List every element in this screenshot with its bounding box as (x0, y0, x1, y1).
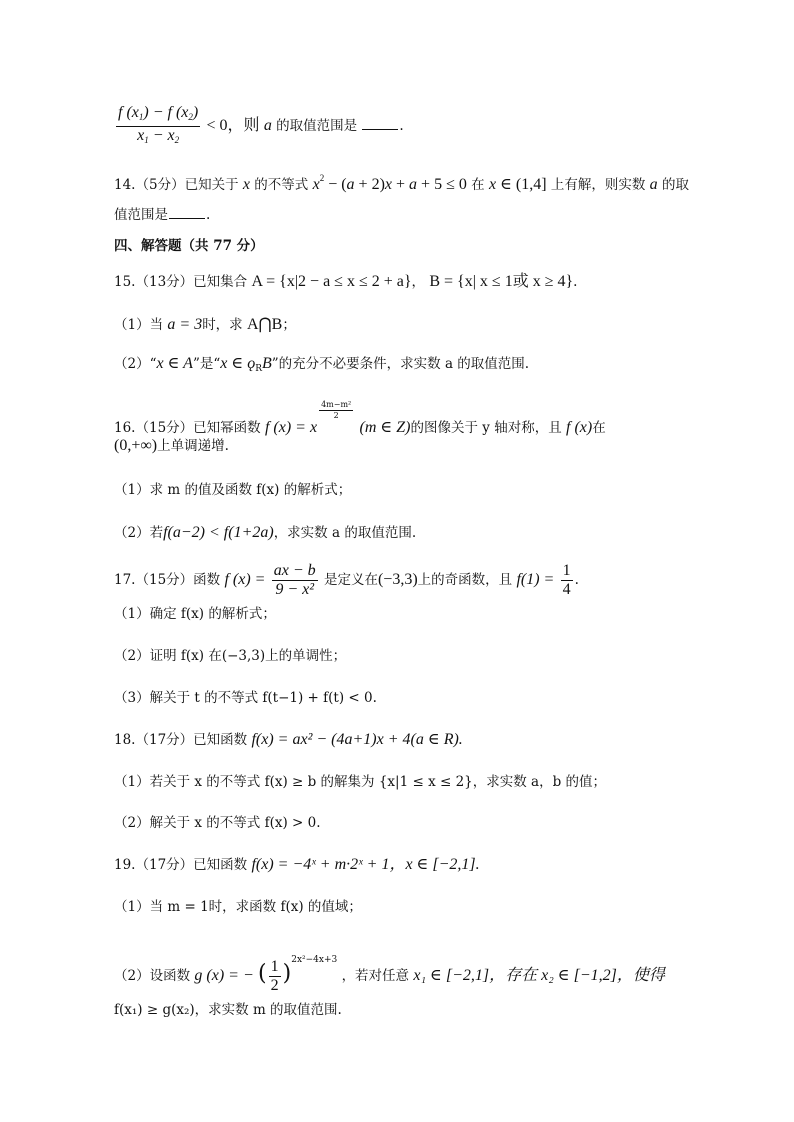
question-17-part-1: （1）确定 f(x) 的解析式； (114, 606, 276, 622)
question-17-part-2: （2）证明 f(x) 在(−3,3)上的单调性； (114, 648, 347, 664)
answer-blank (169, 206, 205, 219)
inequality-q14: $x^2 - (a + 2)x + a + 5 \le 0$ (312, 173, 467, 193)
question-19-part-2-cont: f(x₁) ≥ g(x₂)，求实数 m 的取值范围. (114, 1002, 342, 1018)
question-16-part-2: （2）若f(a−2) < f(1+2a)，求实数 a 的取值范围. (114, 524, 417, 541)
answer-blank (362, 117, 398, 130)
function-fraction: $\frac{ax - b}{\text{9 − x²}}$ (273, 562, 316, 598)
question-18: 18.（17分）已知函数 f(x) = ax² − (4a+1)x + 4(a ∈ R). (114, 731, 463, 748)
question-14-cont: 值范围是 . (114, 207, 211, 223)
set-a: A = {x|2 − a ≤ x ≤ 2 + a} (251, 273, 412, 290)
question-14: 14.（5分）已知关于 x 的不等式 $x^2 - (a + 2)x + a + 5 \le 0$ 在 x ∈ (1,4] 上有解，则实数 a 的取 (114, 173, 689, 193)
set-b: B = {x| x ≤ 1或 x ≥ 4} (429, 273, 574, 290)
question-19-part-1: （1）当 m = 1时，求函数 f(x) 的值域； (114, 899, 362, 915)
question-16: 16.（15分）已知幂函数 f (x) = x $\frac{\text{4m−m²}}{2}$ (m ∈ Z)的图像关于 y 轴对称，且 f (x)在 (114, 400, 606, 436)
section-title: 四、解答题（共 77 分） (114, 238, 264, 254)
question-15-part-2: （2）“x ∈ A”是“x ∈ $ǫ_RB$”的充分不必要条件，求实数 a 的取值范围. (114, 355, 530, 374)
value-fraction: $\frac{1}{4}$ (562, 562, 571, 598)
question-19: 19.（17分）已知函数 f(x) = −4ˣ + m·2ˣ + 1，x ∈ [−2,1]. (114, 856, 480, 873)
exponent-fraction: $\frac{\text{4m−m²}}{2}$ (321, 400, 352, 420)
difference-quotient: $\frac{f (x_1) - f (x_2)}{x_1 - x_2}$ (118, 104, 199, 145)
question-18-part-2: （2）解关于 x 的不等式 f(x) > 0. (114, 815, 321, 831)
q13-tail: $\frac{f (x_1) - f (x_2)}{x_1 - x_2}$ < 0，则 a 的取值范围是 . (114, 104, 404, 149)
question-17: 17.（15分）函数 f (x) = $\frac{ax - b}{\text{9 − x²}}$ 是定义在(−3,3)上的奇函数，且 f(1) = $\frac{1}{4}$ . (114, 562, 579, 598)
question-16-cont: (0,+∞)上单调递增. (114, 437, 229, 454)
question-16-part-1: （1）求 m 的值及函数 f(x) 的解析式； (114, 482, 352, 498)
question-19-part-2: （2）设函数 g (x) = − ( $\frac{1}{2}$ )$^{2x^2-4x+3}$ ，若对任意 x₁ ∈ [−2,1]，存在 x₂ ∈ [−1,2]，使得 (114, 955, 665, 994)
question-15-part-1: （1）当 a = 3时，求 A⋂B； (114, 316, 296, 333)
question-17-part-3: （3）解关于 t 的不等式 f(t−1) + f(t) < 0. (114, 690, 377, 706)
question-18-part-1: （1）若关于 x 的不等式 f(x) ≥ b 的解集为 {x|1 ≤ x ≤ 2}，求实数 a，b 的值； (114, 774, 607, 790)
question-15: 15.（13分）已知集合 A = {x|2 − a ≤ x ≤ 2 + a}， B = {x| x ≤ 1或 x ≥ 4}. (114, 273, 578, 290)
